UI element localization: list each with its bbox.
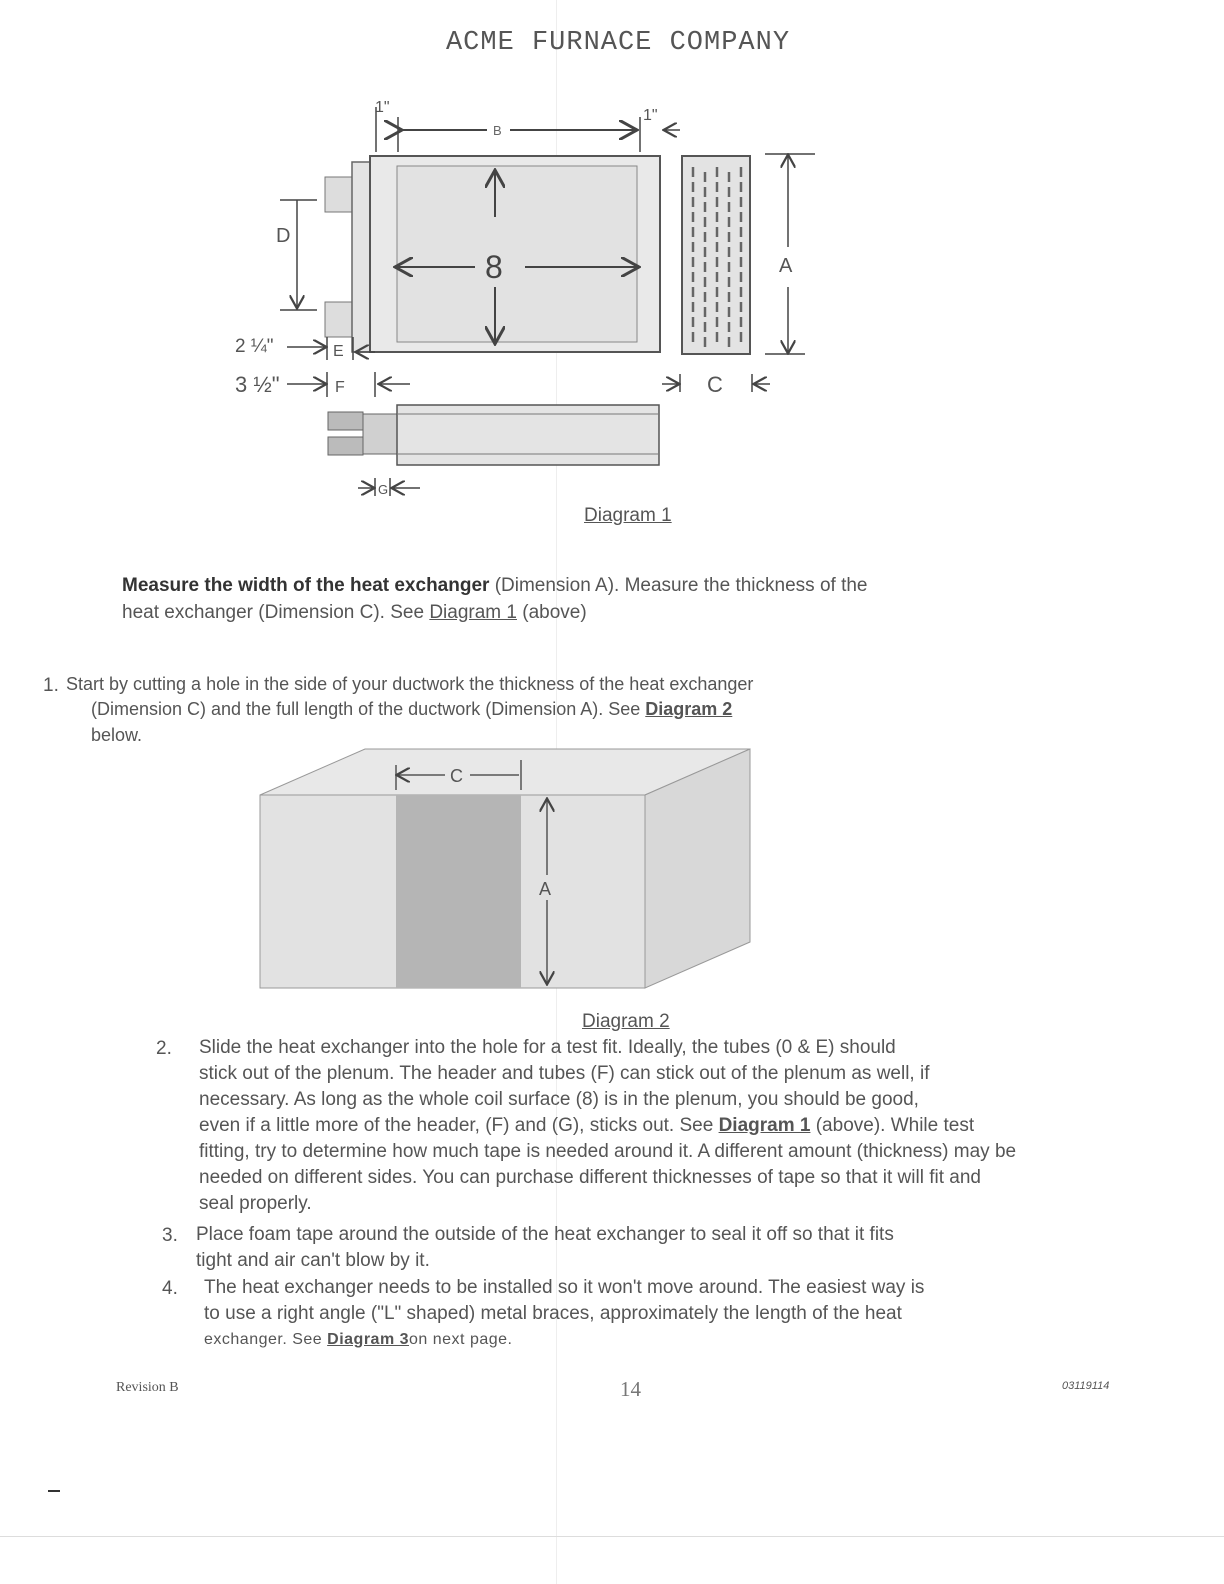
step-3-line-1: Place foam tape around the outside of the heat exchanger to seal it off so that it fits: [196, 1224, 894, 1245]
c-label: C: [707, 372, 723, 397]
revision-label: Revision B: [116, 1380, 179, 1395]
diagram-2-caption: Diagram 2: [582, 1011, 670, 1032]
intro-text-2: heat exchanger (Dimension C). See: [122, 602, 430, 623]
eight-label: 8: [485, 249, 503, 285]
step-3-line-2: tight and air can't blow by it.: [196, 1250, 430, 1271]
d-label: D: [276, 225, 291, 247]
step-2-line-5: fitting, try to determine how much tape is needed around it. A different amount (thickness) may be: [199, 1141, 1017, 1162]
step-2-number: 2.: [156, 1038, 172, 1059]
c-label-2: C: [450, 766, 463, 786]
one-inch-left-label: 1": [375, 99, 390, 116]
margin-mark: [48, 1490, 60, 1492]
step-4-line-3: [204, 1327, 1104, 1353]
page-bottom-edge: [0, 1536, 1224, 1537]
step-4-line-3-post: on next page.: [409, 1331, 513, 1348]
step-4-line-1: The heat exchanger needs to be installed so it won't move around. The easiest way is: [204, 1277, 925, 1298]
f-label: F: [335, 379, 345, 396]
g-label: G: [378, 482, 389, 497]
diagram-1-link[interactable]: Diagram 1: [429, 602, 517, 623]
diagram-2-link[interactable]: Diagram 2: [645, 699, 733, 719]
b-label: B: [493, 123, 502, 138]
a-label: A: [779, 255, 793, 277]
step-2-line-4-post: (above). While test: [810, 1115, 975, 1136]
diagram-1-link-2[interactable]: Diagram 1: [718, 1115, 811, 1136]
intro-text-3: (above): [516, 602, 587, 623]
step-2-line-7: seal properly.: [199, 1193, 312, 1214]
document-code: 03119114: [1062, 1380, 1110, 1392]
e-dim-label: 2 ¼": [235, 336, 274, 357]
diagram-1: [225, 92, 825, 502]
diagram-2: [255, 745, 755, 993]
step-1-text: (Dimension C) and the full length of the ductwork (Dimension A). See: [91, 699, 646, 719]
step-2-line-2: stick out of the plenum. The header and tubes (F) can stick out of the plenum as well, if: [199, 1063, 930, 1084]
page-number: 14: [620, 1377, 641, 1401]
diagram-1-caption: Diagram 1: [584, 505, 672, 526]
intro-bold: Measure the width of the heat exchanger: [122, 575, 490, 596]
step-4-line-2: to use a right angle ("L" shaped) metal braces, approximately the length of the heat: [204, 1303, 902, 1324]
step-1-number: 1.: [43, 675, 59, 696]
step-1-line-1: Start by cutting a hole in the side of your ductwork the thickness of the heat exchanger: [66, 674, 754, 694]
step-1-line-3: below.: [91, 725, 143, 745]
step-2-line-3: necessary. As long as the whole coil surface (8) is in the plenum, you should be good,: [199, 1089, 919, 1110]
intro-text-1: (Dimension A). Measure the thickness of the: [489, 575, 868, 596]
step-2-line-6: needed on different sides. You can purchase different thicknesses of tape so that it will fit and: [199, 1167, 981, 1188]
intro-paragraph: [122, 572, 1022, 626]
step-3-number: 3.: [162, 1225, 178, 1246]
step-4-number: 4.: [162, 1278, 178, 1299]
diagram-3-link[interactable]: Diagram 3: [327, 1331, 410, 1348]
step-1-line-2: [91, 697, 971, 722]
step-2-line-4: [199, 1113, 1119, 1139]
step-2-line-4-pre: even if a little more of the header, (F) and (G), sticks out. See: [199, 1115, 719, 1136]
step-2-text: [199, 1035, 1119, 1217]
step-4-text: [204, 1275, 1104, 1353]
f-dim-label: 3 ½": [235, 372, 280, 397]
step-4-line-3-pre: exchanger. See: [204, 1331, 328, 1348]
step-2-line-1: Slide the heat exchanger into the hole for a test fit. Ideally, the tubes (0 & E) should: [199, 1037, 896, 1058]
e-label: E: [333, 343, 344, 360]
step-3-text: [196, 1222, 1096, 1274]
one-inch-right-label: 1": [643, 107, 658, 124]
a-label-2: A: [539, 879, 552, 899]
page-title: ACME FURNACE COMPANY: [445, 28, 791, 58]
cut-hole: [396, 795, 521, 988]
